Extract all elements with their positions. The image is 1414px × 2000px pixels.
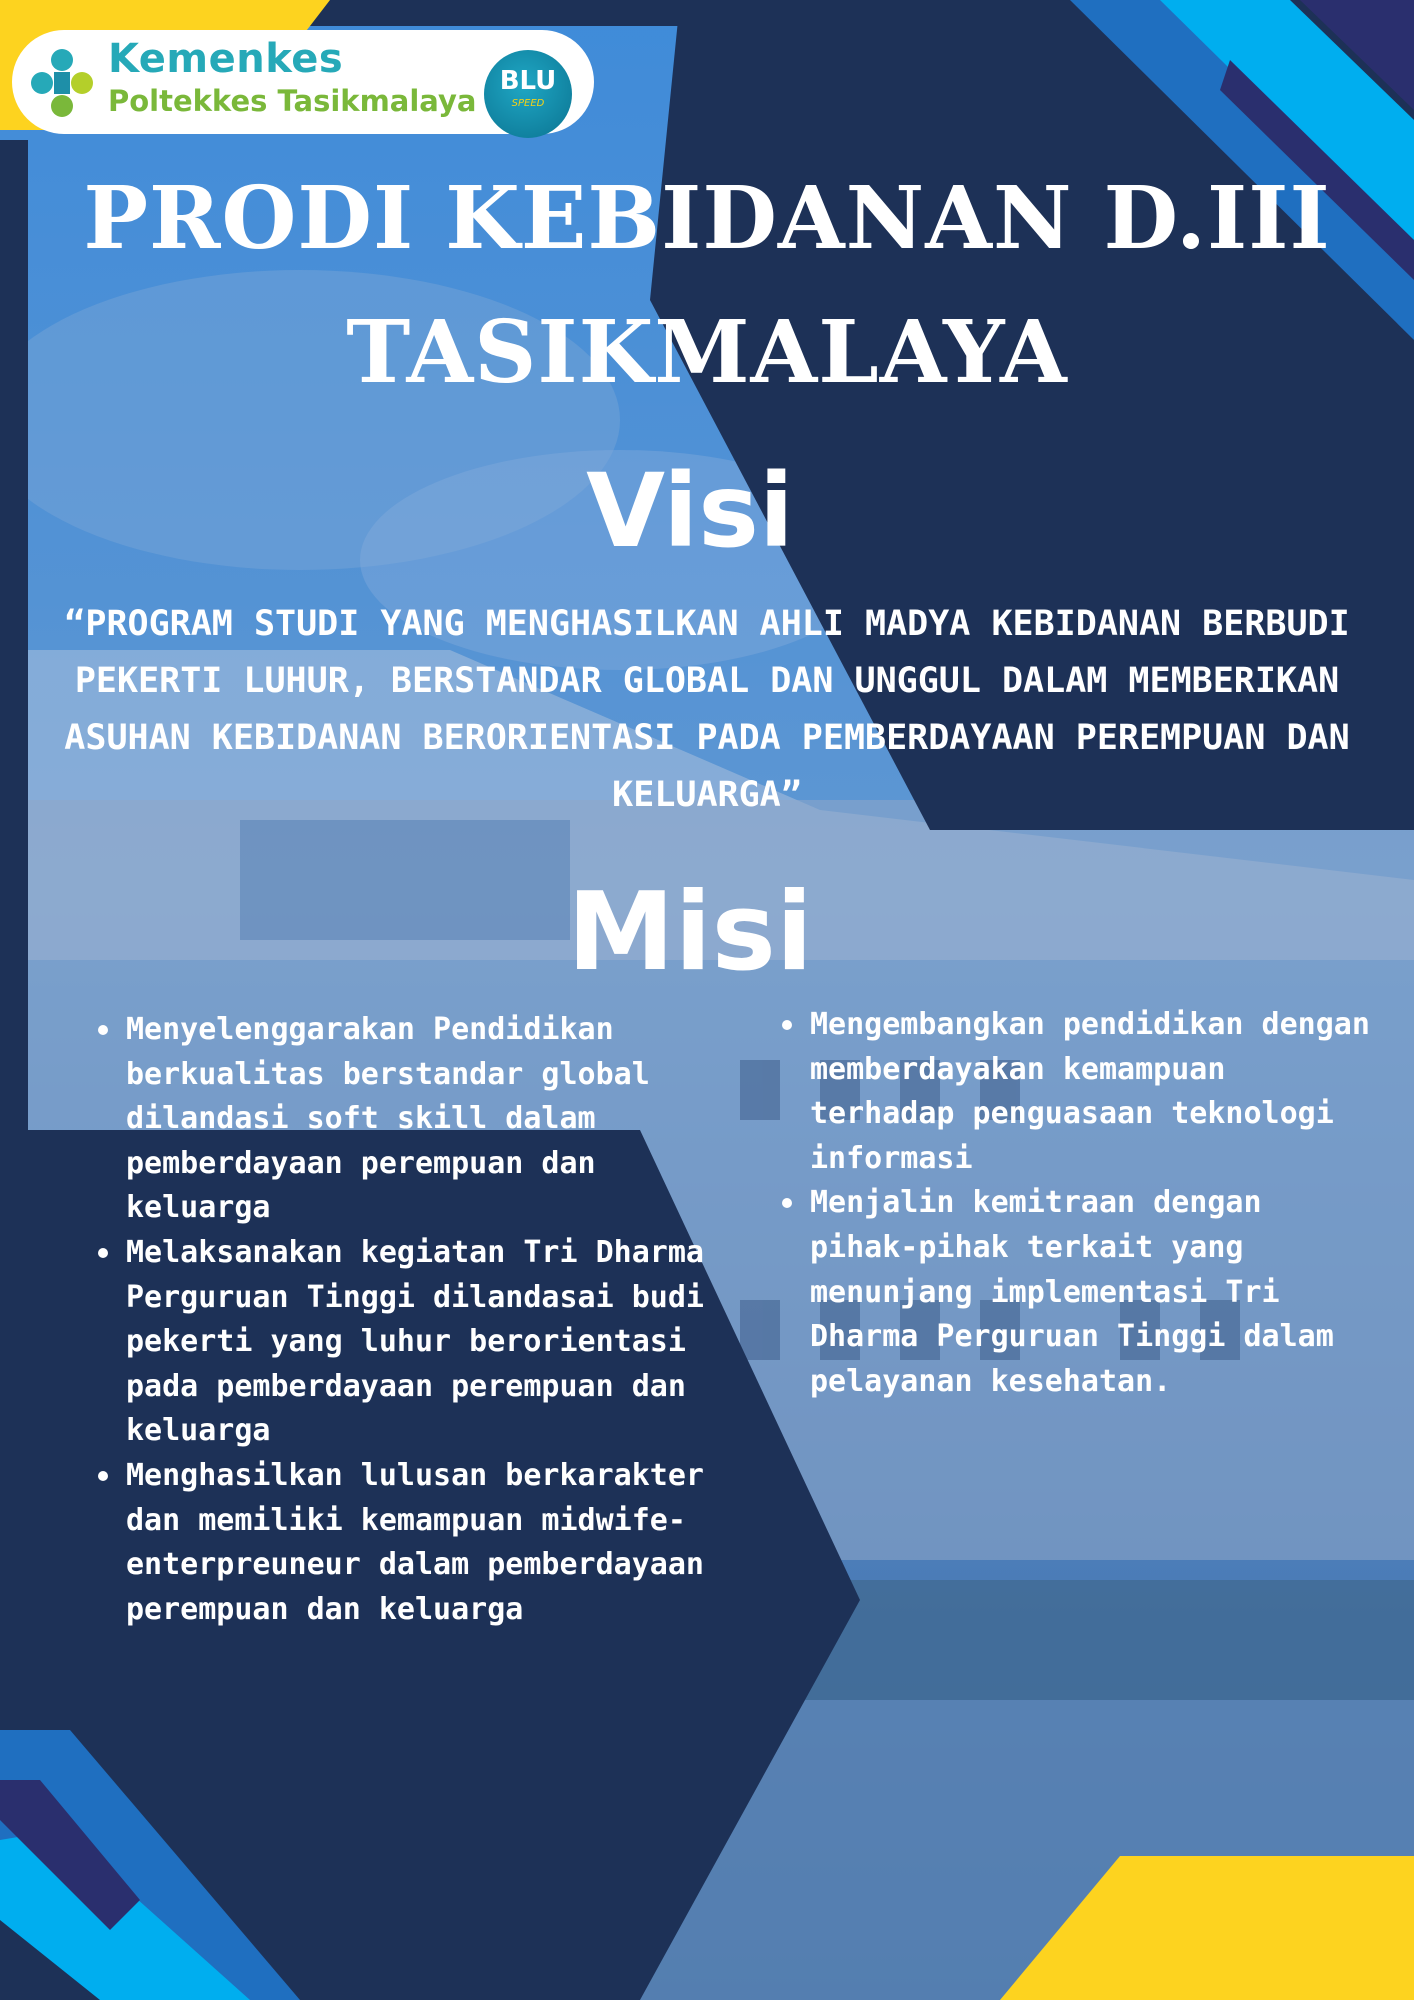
misi-item <box>88 1231 718 1454</box>
bullet-icon <box>782 1020 792 1030</box>
bullet-icon <box>782 1198 792 1208</box>
misi-item-text: Mengembangkan pendidikan dengan memberdayakan kemampuan terhadap penguasaan teknologi informasi <box>810 1007 1370 1176</box>
misi-item-text: Menghasilkan lulusan berkarakter dan memiliki kemampuan midwife-enterpreuneur dalam pemberdayaan perempuan dan keluarga <box>126 1457 704 1627</box>
misi-item-text: Menyelenggarakan Pendidikan berkualitas berstandar global dilandasi soft skill dalam pemberdayaan perempuan dan keluarga <box>126 1012 650 1226</box>
misi-item <box>772 1181 1372 1404</box>
blu-badge-text: BLU <box>499 66 557 96</box>
bullet-icon <box>98 1025 108 1035</box>
misi-heading: Misi <box>567 870 813 995</box>
bullet-icon <box>98 1471 108 1481</box>
misi-list-right <box>772 1003 1372 1404</box>
poster-title-line-1: PRODI KEBIDANAN D.III <box>83 168 1331 269</box>
misi-item <box>88 1008 718 1231</box>
blu-badge <box>484 50 572 138</box>
misi-item <box>88 1454 718 1632</box>
misi-item <box>772 1003 1372 1181</box>
misi-item-text: Menjalin kemitraan dengan pihak-pihak terkait yang menunjang implementasi Tri Dharma Perguruan Tinggi dalam pelayanan kesehatan. <box>810 1185 1334 1399</box>
logo-org-name: Kemenkes <box>108 36 344 82</box>
misi-item-text: Melaksanakan kegiatan Tri Dharma Perguruan Tinggi dilandasai budi pekerti yang luhur berorientasi pada pemberdayaan perempuan dan keluarga <box>126 1234 704 1449</box>
visi-heading: Visi <box>586 452 794 571</box>
poster-title-line-2: TASIKMALAYA <box>346 302 1068 403</box>
blu-badge-subtext: SPEED <box>511 98 545 109</box>
bullet-icon <box>98 1248 108 1258</box>
visi-statement: “PROGRAM STUDI YANG MENGHASILKAN AHLI MADYA KEBIDANAN BERBUDI PEKERTI LUHUR, BERSTANDAR GLOBAL DAN UNGGUL DALAM MEMBERIKAN ASUHAN KEBIDANAN BERORIENTASI PADA PEMBERDAYAAN PEREMPUAN DAN KELUARGA” <box>64 604 1350 815</box>
kemenkes-logo-icon <box>30 48 94 118</box>
misi-list-left <box>88 1008 718 1632</box>
logo-institution-name: Poltekkes Tasikmalaya <box>108 84 477 118</box>
